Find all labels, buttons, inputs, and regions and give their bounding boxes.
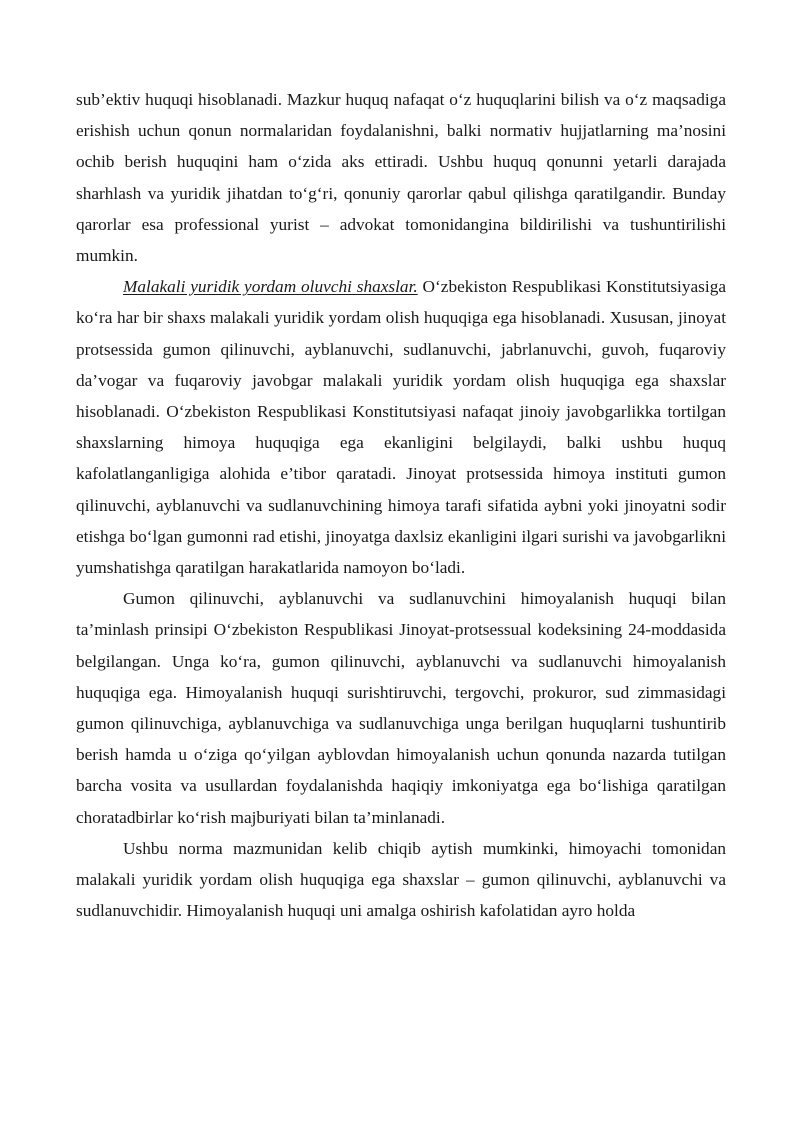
paragraph-text: sub’ektiv huquqi hisoblanadi. Mazkur huquq nafaqat o‘z huquqlarini bilish va o‘z maqsadiga erishish uchun qonun normalaridan foydalanishni, balki normativ hujjatlarning ma’nosini ochib berish huquqini ham o‘zida aks ettiradi. Ushbu huquq qonunni yetarli darajada sharhlash va yuridik jihatdan to‘g‘ri, qonuniy qarorlar qabul qilishga qaratilgandir. Bunday qarorlar esa professional yurist – advokat tomonidangina bildirilishi va tushuntirilishi mumkin.	[76, 90, 726, 266]
section-heading: Malakali yuridik yordam oluvchi shaxslar.	[123, 277, 418, 297]
paragraph-text: O‘zbekiston Respublikasi Konstitutsiyasiga ko‘ra har bir shaxs malakali yuridik yordam olish huquqiga ega hisoblanadi. Xususan, jinoyat protsessida gumon qilinuvchi, ayblanuvchi, sudlanuvchi, jabrlanuvchi, guvoh, fuqaroviy da’vogar va fuqaroviy javobgar malakali yuridik yordam olish huquqiga ega shaxslar hisoblanadi. O‘zbekiston Respublikasi Konstitutsiyasi nafaqat jinoiy javobgarlikka tortilgan shaxslarning himoya huquqiga ega ekanligini belgilaydi, balki ushbu huquq kafolatlanganligiga alohida e’tibor qaratadi. Jinoyat protsessida himoya instituti gumon qilinuvchi, ayblanuvchi va sudlanuvchining himoya tarafi sifatida aybni yoki jinoyatni sodir etishga bo‘lgan gumonni rad etishi, jinoyatga daxlsiz ekanligini ilgari surishi va javobgarlikni yumshatishga qaratilgan harakatlarida namoyon bo‘ladi.	[76, 277, 727, 578]
document-page	[76, 84, 726, 926]
paragraph-qualified-legal-aid	[76, 271, 726, 583]
paragraph-right-to-defense	[76, 583, 726, 833]
paragraph-text: Gumon qilinuvchi, ayblanuvchi va sudlanuvchini himoyalanish huquqi bilan ta’minlash prinsipi O‘zbekiston Respublikasi Jinoyat-protsessual kodeksining 24-moddasida belgilangan. Unga ko‘ra, gumon qilinuvchi, ayblanuvchi va sudlanuvchi himoyalanish huquqiga ega. Himoyalanish huquqi surishtiruvchi, tergovchi, prokuror, sud zimmasidagi gumon qilinuvchiga, ayblanuvchiga va sudlanuvchiga unga berilgan huquqlarni tushuntirib berish hamda u o‘ziga qo‘yilgan ayblovdan himoyalanish uchun qonunda nazarda tutilgan barcha vosita va usullardan foydalanishda haqiqiy imkoniyatga ega bo‘lishiga qaratilgan choratadbirlar ko‘rish majburiyati bilan ta’minlanadi.	[76, 589, 726, 827]
paragraph-text: Ushbu norma mazmunidan kelib chiqib aytish mumkinki, himoyachi tomonidan malakali yuridik yordam olish huquqiga ega shaxslar – gumon qilinuvchi, ayblanuvchi va sudlanuvchidir. Himoyalanish huquqi uni amalga oshirish kafolatidan ayro holda	[76, 838, 726, 921]
paragraph-continuation	[76, 84, 726, 271]
paragraph-norm-content	[76, 833, 726, 927]
